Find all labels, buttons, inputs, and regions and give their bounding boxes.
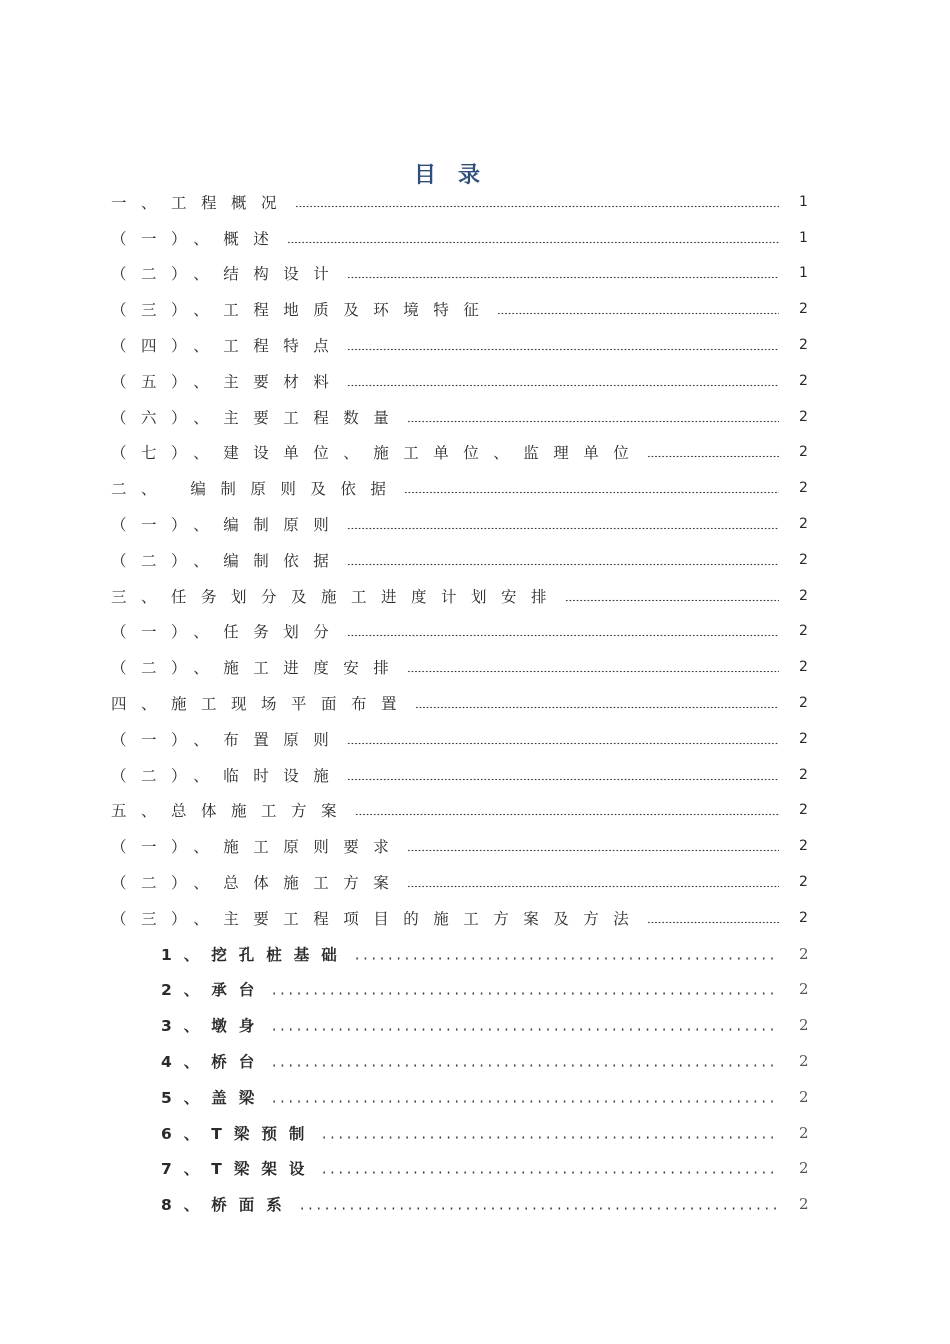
dot-leader [347, 339, 779, 351]
toc-entry-page-number: 2 [799, 1016, 809, 1035]
toc-entry-title: （一）、施工原则要求 [111, 838, 404, 857]
toc-entry[interactable] [111, 1186, 807, 1222]
toc-entry-page-number: 2 [799, 587, 808, 604]
toc-entry-title: 三、任务划分及施工进度计划安排 [111, 587, 562, 606]
toc-entry-page-number: 2 [799, 1159, 809, 1178]
toc-entry-title: 二、 编制原则及依据 [111, 480, 401, 499]
toc-entry[interactable] [111, 291, 807, 327]
toc-entry-page-number: 2 [799, 1195, 809, 1214]
toc-entry[interactable] [111, 470, 807, 506]
toc-entry-title: 五、总体施工方案 [111, 802, 352, 821]
dot-leader [407, 661, 779, 673]
toc-entry[interactable] [111, 1151, 807, 1187]
dot-leader [415, 697, 779, 709]
toc-entry-title: （七）、建设单位、施工单位、监理单位 [111, 444, 644, 463]
toc-entry-title: （五）、主要材料 [111, 372, 344, 391]
dot-leader [320, 1162, 779, 1174]
toc-entry[interactable] [111, 1115, 807, 1151]
toc-entry-page-number: 2 [799, 980, 809, 999]
toc-entry-title: （二）、编制依据 [111, 551, 344, 570]
dot-leader [353, 948, 779, 960]
toc-entry-title: 4、桥台 [161, 1053, 267, 1072]
dot-leader [497, 303, 779, 315]
toc-entry-page-number: 2 [799, 551, 808, 568]
dot-leader [270, 1055, 779, 1067]
table-of-contents [111, 184, 807, 1222]
toc-entry[interactable] [111, 327, 807, 363]
toc-entry-page-number: 2 [799, 516, 808, 533]
toc-entry-page-number: 2 [799, 408, 808, 425]
toc-entry-page-number: 2 [799, 838, 808, 855]
toc-entry-title: 8、桥面系 [161, 1196, 294, 1215]
toc-entry-page-number: 2 [799, 766, 808, 783]
toc-entry-title: 6、T梁预制 [161, 1124, 317, 1143]
dot-leader [565, 590, 779, 602]
dot-leader [320, 1127, 779, 1139]
toc-entry-title: （六）、主要工程数量 [111, 408, 404, 427]
toc-entry-title: 1、挖孔桩基础 [161, 945, 349, 964]
toc-entry[interactable] [111, 1043, 807, 1079]
toc-entry[interactable] [111, 578, 807, 614]
toc-entry[interactable] [111, 220, 807, 256]
toc-entry[interactable] [111, 685, 807, 721]
toc-entry-page-number: 2 [799, 909, 808, 926]
dot-leader [407, 876, 779, 888]
toc-entry-page-number: 2 [799, 480, 808, 497]
toc-entry[interactable] [111, 614, 807, 650]
dot-leader [355, 804, 779, 816]
toc-entry-page-number: 2 [799, 1087, 809, 1106]
dot-leader [407, 411, 779, 423]
toc-entry-title: （一）、概述 [111, 229, 284, 248]
toc-entry-title: （二）、临时设施 [111, 766, 344, 785]
dot-leader [347, 267, 779, 279]
dot-leader [347, 769, 779, 781]
toc-entry[interactable] [111, 864, 807, 900]
toc-entry-title: （一）、任务划分 [111, 623, 344, 642]
toc-entry[interactable] [111, 1007, 807, 1043]
toc-entry-title: 3、墩身 [161, 1017, 267, 1036]
toc-entry-page-number: 2 [799, 1123, 809, 1142]
toc-title: 目录 [413, 162, 502, 188]
toc-entry-page-number: 1 [799, 229, 808, 246]
dot-leader [407, 840, 779, 852]
toc-entry-title: （三）、工程地质及环境特征 [111, 301, 494, 320]
toc-entry-title: （二）、结构设计 [111, 265, 344, 284]
toc-entry-page-number: 2 [799, 802, 808, 819]
toc-entry-title: 一、工程概况 [111, 193, 292, 212]
toc-entry[interactable] [111, 506, 807, 542]
toc-entry[interactable] [111, 184, 807, 220]
dot-leader [347, 625, 779, 637]
toc-entry-page-number: 1 [799, 193, 808, 210]
toc-entry-title: （二）、施工进度安排 [111, 659, 404, 678]
toc-entry-title: 四、施工现场平面布置 [111, 695, 412, 714]
dot-leader [270, 983, 779, 995]
toc-entry-title: 5、盖梁 [161, 1088, 267, 1107]
toc-entry-page-number: 2 [799, 1052, 809, 1071]
toc-entry-title: 7、T梁架设 [161, 1160, 317, 1179]
toc-entry-page-number: 2 [799, 372, 808, 389]
toc-entry[interactable] [111, 435, 807, 471]
toc-entry[interactable] [111, 793, 807, 829]
toc-entry[interactable] [111, 542, 807, 578]
dot-leader [347, 518, 779, 530]
dot-leader [347, 554, 779, 566]
toc-entry-title: （二）、总体施工方案 [111, 874, 404, 893]
toc-entry-title: （四）、工程特点 [111, 337, 344, 356]
toc-entry-page-number: 1 [799, 265, 808, 282]
dot-leader [270, 1019, 779, 1031]
dot-leader [347, 375, 779, 387]
toc-entry[interactable] [111, 256, 807, 292]
toc-entry-page-number: 2 [799, 659, 808, 676]
dot-leader [270, 1091, 779, 1103]
toc-entry-page-number: 2 [799, 695, 808, 712]
toc-entry[interactable] [111, 972, 807, 1008]
toc-entry[interactable] [111, 649, 807, 685]
toc-entry[interactable] [111, 1079, 807, 1115]
toc-entry[interactable] [111, 399, 807, 435]
toc-entry[interactable] [111, 757, 807, 793]
toc-entry[interactable] [111, 900, 807, 936]
toc-entry-title: 2、承台 [161, 981, 267, 1000]
toc-entry[interactable] [111, 828, 807, 864]
toc-entry-page-number: 2 [799, 301, 808, 318]
toc-entry-title: （三）、主要工程项目的施工方案及方法 [111, 909, 644, 928]
toc-entry-page-number: 2 [799, 944, 809, 963]
toc-entry[interactable] [111, 721, 807, 757]
toc-entry-page-number: 2 [799, 337, 808, 354]
dot-leader [295, 196, 779, 208]
dot-leader [287, 232, 779, 244]
toc-entry[interactable] [111, 936, 807, 972]
toc-entry[interactable] [111, 363, 807, 399]
toc-entry-page-number: 2 [799, 623, 808, 640]
toc-entry-page-number: 2 [799, 730, 808, 747]
dot-leader [647, 446, 779, 458]
dot-leader [647, 912, 779, 924]
toc-entry-page-number: 2 [799, 444, 808, 461]
toc-entry-page-number: 2 [799, 874, 808, 891]
dot-leader [298, 1198, 779, 1210]
toc-entry-title: （一）、布置原则 [111, 730, 344, 749]
dot-leader [404, 482, 779, 494]
dot-leader [347, 733, 779, 745]
toc-entry-title: （一）、编制原则 [111, 516, 344, 535]
